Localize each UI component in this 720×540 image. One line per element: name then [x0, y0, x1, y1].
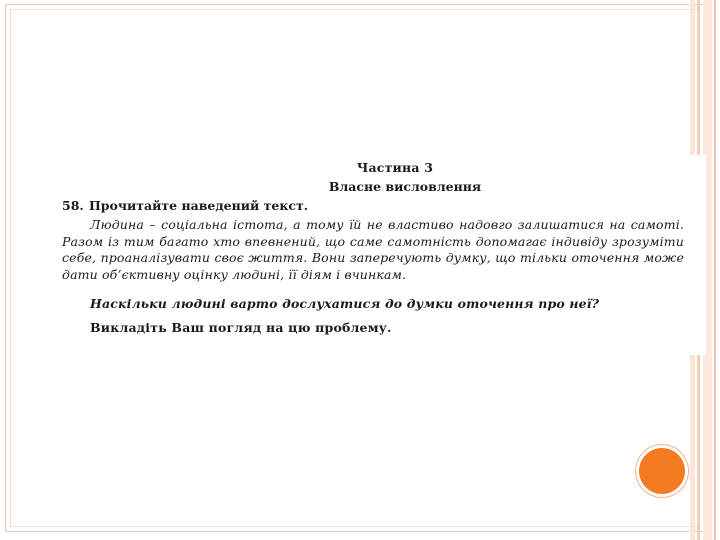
part-title: Частина 3 [356, 160, 434, 175]
quote-text: Людина – соціальна істота, а тому їй не властиво надовго залишатися на самоті. Разом із тим багато хто впевнений, що саме самотність допомагає індивіду зрозуміти себе, проаналізувати своє життя. Вони заперечують думку, що тільки оточення може дати об’єктивну оцінку людині, її діям і вчинкам. [62, 217, 684, 282]
task-number: 58. [62, 198, 84, 213]
decorative-stripe [714, 0, 716, 540]
task-instruction: Прочитайте наведений текст. [89, 198, 309, 213]
task-heading [62, 198, 308, 213]
part-subtitle: Власне висловлення [328, 179, 482, 194]
assignment-text: Викладіть Ваш погляд на цю проблему. [90, 320, 392, 335]
orange-circle-decoration [639, 448, 685, 494]
question-text: Наскільки людині варто дослухатися до думки оточення про неї? [90, 296, 600, 311]
